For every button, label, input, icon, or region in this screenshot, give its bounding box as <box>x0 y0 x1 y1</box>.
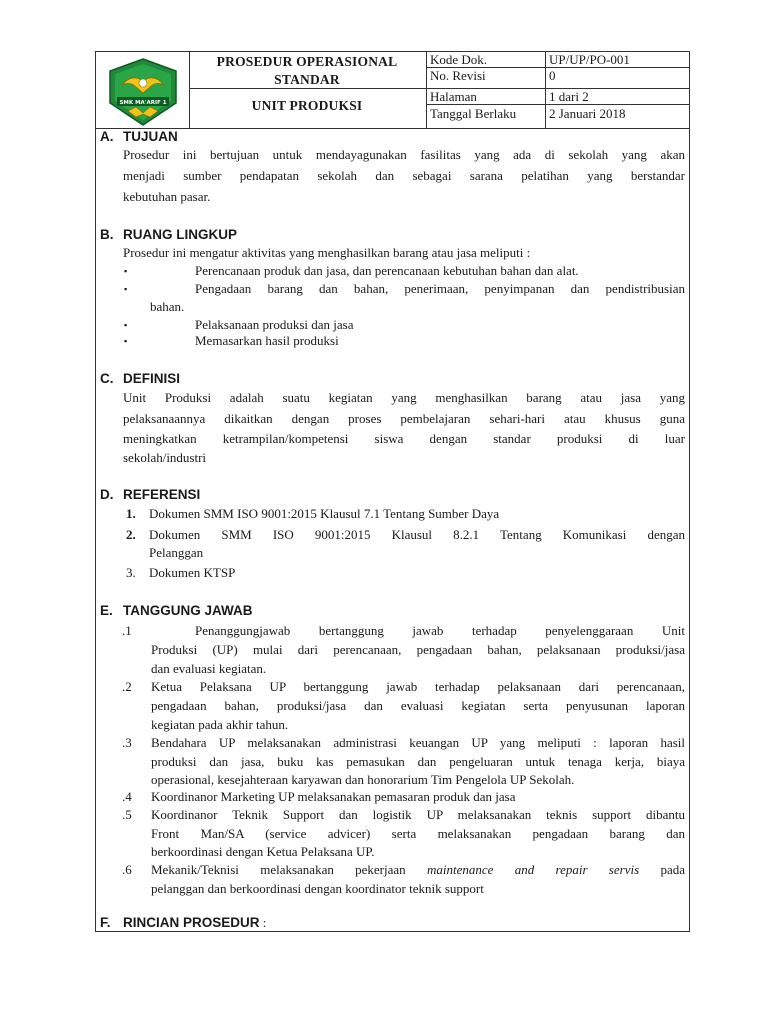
reference-number: 1. <box>126 506 136 521</box>
section-a-line: menjadi sumber pendapatan sekolah dan sebagai sarana pelatihan yang berstandar <box>123 168 685 183</box>
section-a-title: TUJUAN <box>123 129 178 144</box>
section-a-line: Prosedur ini bertujuan untuk mendayagunakan fasilitas yang ada di sekolah yang akan <box>123 147 685 162</box>
sop-title-line1: PROSEDUR OPERASIONAL <box>216 54 398 69</box>
revision-label: No. Revisi <box>430 68 486 83</box>
reference-item: Dokumen SMM ISO 9001:2015 Klausul 8.2.1 Tentang Komunikasi dengan <box>149 527 685 542</box>
scope-item: Pengadaan barang dan bahan, penerimaan, penyimpanan dan pendistribusian <box>195 281 685 296</box>
scope-item: Perencanaan produk dan jasa, dan perencanaan kebutuhan bahan dan alat. <box>195 263 579 278</box>
responsibility-number: .5 <box>122 807 132 822</box>
section-b-title: RUANG LINGKUP <box>123 227 237 242</box>
responsibility-text: Mekanik/Teknisi melaksanakan pekerjaan <box>151 862 427 877</box>
logo-text: SMK MA'ARIF 1 <box>119 100 167 106</box>
effective-date-label: Tanggal Berlaku <box>430 106 517 121</box>
responsibility-line: operasional, kesejahteraan karyawan dan honorarium Tim Pengelola UP Sekolah. <box>151 772 575 787</box>
responsibility-line: produksi dan jasa, buku kas pemasukan dan pengeluaran untuk tenaga kerja, biaya <box>151 754 685 769</box>
section-f-heading <box>123 914 266 932</box>
responsibility-number: .6 <box>122 862 132 877</box>
reference-item: Dokumen KTSP <box>149 565 236 580</box>
section-e-letter: E. <box>100 603 113 618</box>
responsibility-line: Produksi (UP) mulai dari perencanaan, pengadaan bahan, pelaksanaan produksi/jasa <box>151 642 685 657</box>
responsibility-line: Koordinanor Marketing UP melaksanakan pemasaran produk dan jasa <box>151 789 516 804</box>
responsibility-number: .3 <box>122 735 132 750</box>
bullet-marker: ▪ <box>124 284 128 294</box>
header-divider <box>545 52 546 128</box>
section-c-letter: C. <box>100 371 114 386</box>
doc-code-label: Kode Dok. <box>430 52 488 67</box>
section-c-line: Unit Produksi adalah suatu kegiatan yang menghasilkan barang atau jasa yang <box>123 390 685 405</box>
sop-title-line2: STANDAR <box>274 72 340 87</box>
reference-item: Dokumen SMM ISO 9001:2015 Klausul 7.1 Tentang Sumber Daya <box>149 506 500 521</box>
responsibility-line: Penanggungjawab bertanggung jawab terhadap penyelenggaraan Unit <box>195 623 685 638</box>
responsibility-line: Front Man/SA (service advicer) serta melaksanakan pengadaan barang dan <box>151 826 685 841</box>
section-c-line: sekolah/industri <box>123 450 207 465</box>
reference-item-continuation: Pelanggan <box>149 545 204 560</box>
responsibility-italic-text: maintenance and repair servis <box>426 862 640 877</box>
responsibility-line: Koordinanor Teknik Support dan logistik UP melaksanakan teknis support dibantu <box>151 807 685 822</box>
document-header-table <box>95 51 690 129</box>
scope-item-continuation: bahan. <box>150 299 185 314</box>
responsibility-line: pengadaan bahan, produksi/jasa dan evaluasi kegiatan serta penyusunan laporan <box>151 698 685 713</box>
section-e-title: TANGGUNG JAWAB <box>123 603 253 618</box>
section-f-letter: F. <box>100 915 111 930</box>
responsibility-line: dan evaluasi kegiatan. <box>151 661 267 676</box>
bullet-marker: ▪ <box>124 320 128 330</box>
scope-item: Memasarkan hasil produksi <box>195 333 339 348</box>
revision-value: 0 <box>549 68 556 83</box>
section-a-letter: A. <box>100 129 114 144</box>
doc-code-value: UP/UP/PO-001 <box>549 52 630 67</box>
responsibility-line <box>151 861 685 879</box>
responsibility-text: pada <box>639 862 685 877</box>
responsibility-number: .1 <box>122 623 132 638</box>
scope-item: Pelaksanaan produksi dan jasa <box>195 317 354 332</box>
header-divider <box>426 52 427 128</box>
section-f-suffix: : <box>259 915 267 930</box>
page-label: Halaman <box>430 89 477 104</box>
section-d-title: REFERENSI <box>123 487 201 502</box>
effective-date-value: 2 Januari 2018 <box>549 106 626 121</box>
reference-number: 2. <box>126 527 136 542</box>
section-a-line: kebutuhan pasar. <box>123 189 211 204</box>
responsibility-line: Ketua Pelaksana UP bertanggung jawab terhadap pelaksanaan dari perencanaan, <box>151 679 685 694</box>
bullet-marker: ▪ <box>124 266 128 276</box>
section-b-letter: B. <box>100 227 114 242</box>
responsibility-line: Bendahara UP melaksanakan administrasi keuangan UP yang meliputi : laporan hasil <box>151 735 685 750</box>
responsibility-number: .4 <box>122 789 132 804</box>
page-value: 1 dari 2 <box>549 89 589 104</box>
reference-number: 3. <box>126 565 136 580</box>
section-c-line: meningkatkan ketrampilan/kompetensi siswa dengan standar produksi di luar <box>123 431 685 446</box>
responsibility-line: pelanggan dan berkoordinasi dengan koordinator teknik support <box>151 881 484 896</box>
unit-title: UNIT PRODUKSI <box>251 98 363 113</box>
section-b-intro: Prosedur ini mengatur aktivitas yang menghasilkan barang atau jasa meliputi : <box>123 245 531 260</box>
responsibility-line: berkoordinasi dengan Ketua Pelaksana UP. <box>151 844 375 859</box>
section-d-letter: D. <box>100 487 114 502</box>
section-c-title: DEFINISI <box>123 371 181 386</box>
section-c-line: pelaksanaannya dikaitkan dengan proses pembelajaran sehari-hari atau khusus guna <box>123 411 685 426</box>
bullet-marker: ▪ <box>124 336 128 346</box>
section-f-title: RINCIAN PROSEDUR <box>123 915 260 930</box>
responsibility-line: kegiatan pada akhir tahun. <box>151 717 289 732</box>
header-divider <box>426 104 689 105</box>
school-logo <box>104 57 182 127</box>
responsibility-number: .2 <box>122 679 132 694</box>
